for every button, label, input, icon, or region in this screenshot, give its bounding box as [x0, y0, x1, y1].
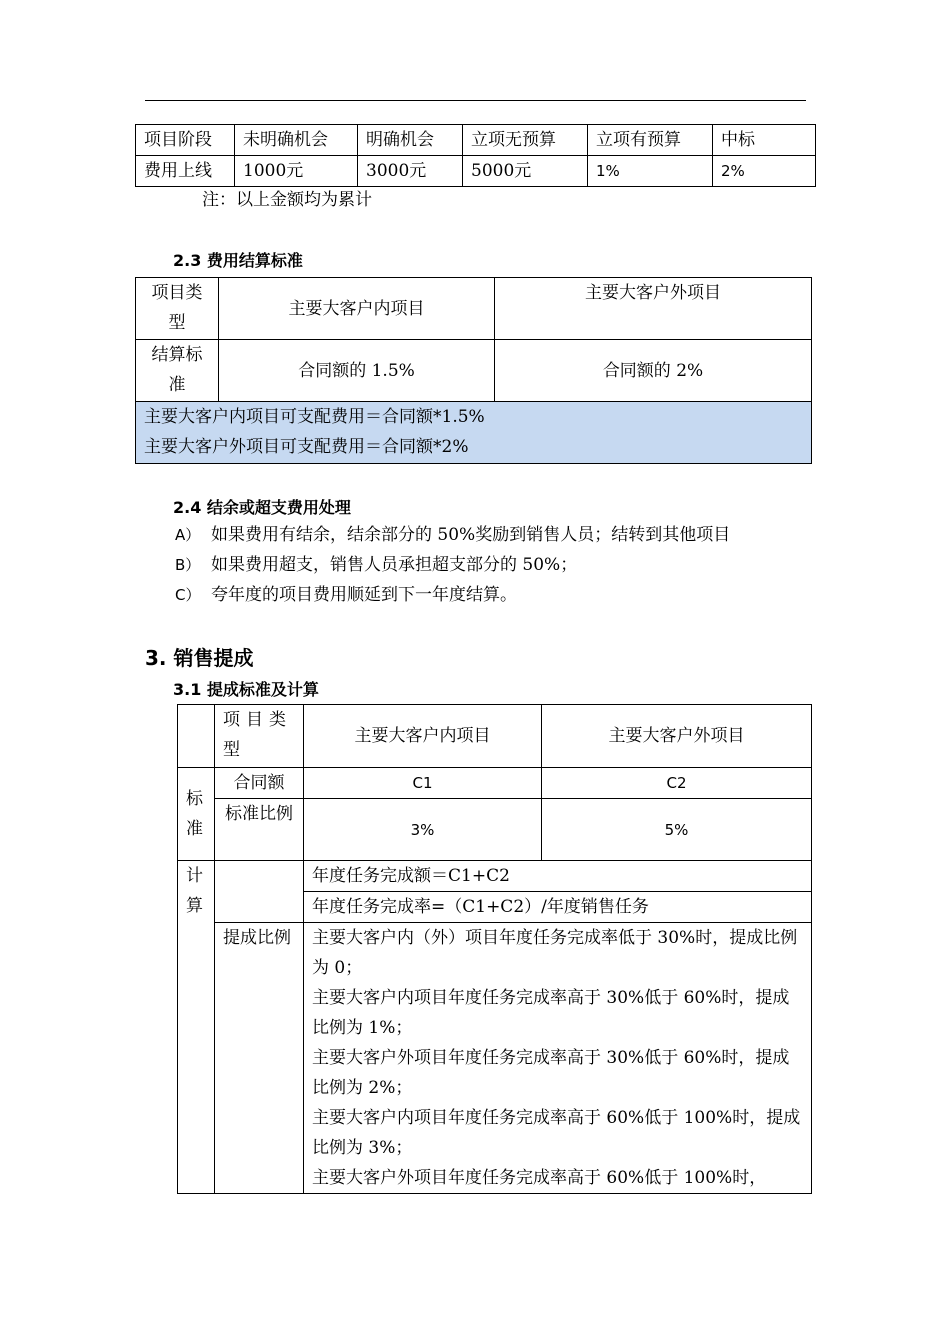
standard-label-cell: 标准 [178, 768, 215, 861]
inner-settlement-value: 合同额的 1.5% [219, 340, 495, 402]
list-text: 如果费用有结余，结余部分的 50%奖励到销售人员；结转到其他项目 [211, 525, 731, 545]
stage-header-cell: 中标 [713, 125, 816, 156]
type-label-cell: 项目类型 [215, 705, 304, 768]
calc-amount-cell: 年度任务完成额＝C1+C2 [304, 861, 812, 892]
stage-budget-table [135, 124, 816, 187]
stage-header-cell: 项目阶段 [136, 125, 235, 156]
section-3-title: 3. 销售提成 [145, 646, 254, 670]
commission-rule: 主要大客户内（外）项目年度任务完成率低于 30%时，提成比例为 0； [312, 928, 798, 978]
settlement-label-cell: 结算标准 [136, 340, 219, 402]
outer-ratio-cell: 5% [542, 799, 812, 861]
list-item [175, 580, 835, 610]
commission-rules-cell [304, 923, 812, 1194]
stage-header-cell: 立项无预算 [463, 125, 588, 156]
commission-rule: 主要大客户内项目年度任务完成率高于 30%低于 60%时，提成比例为 1%； [312, 988, 790, 1038]
inner-formula: 主要大客户内项目可支配费用＝合同额*1.5% [144, 407, 485, 427]
stage-header-cell: 未明确机会 [235, 125, 358, 156]
formula-cell [136, 402, 812, 464]
list-text: 如果费用超支，销售人员承担超支部分的 50%； [211, 555, 578, 575]
budget-value-cell: 2% [713, 156, 816, 187]
budget-value-cell: 5000元 [463, 156, 588, 187]
commission-label-cell: 提成比例 [215, 923, 304, 1194]
list-marker: A） [175, 526, 201, 544]
section-3-1-title: 3.1 提成标准及计算 [173, 680, 319, 699]
list-text: 夸年度的项目费用顺延到下一年度结算。 [211, 585, 517, 605]
inner-ratio-cell: 3% [304, 799, 542, 861]
inner-project-header: 主要大客户内项目 [219, 278, 495, 340]
budget-label-cell: 费用上线 [136, 156, 235, 187]
budget-value-cell: 3000元 [358, 156, 463, 187]
ratio-label-cell: 标准比例 [215, 799, 304, 861]
list-marker: C） [175, 586, 201, 604]
stage-header-cell: 立项有预算 [588, 125, 713, 156]
list-marker: B） [175, 556, 201, 574]
outer-project-header: 主要大客户外项目 [542, 705, 812, 768]
handling-list [175, 520, 835, 610]
budget-value-cell: 1000元 [235, 156, 358, 187]
c1-cell: C1 [304, 768, 542, 799]
section-2-4-title: 2.4 结余或超支费用处理 [173, 498, 351, 517]
cumulative-note: 注：以上金额均为累计 [202, 190, 372, 210]
commission-rule: 主要大客户内项目年度任务完成率高于 60%低于 100%时，提成比例为 3%； [312, 1108, 801, 1158]
blank-cell [215, 861, 304, 923]
calc-rate-cell: 年度任务完成率=（C1+C2）/年度销售任务 [304, 892, 812, 923]
settlement-table [135, 277, 812, 464]
commission-rule: 主要大客户外项目年度任务完成率高于 60%低于 100%时， [312, 1168, 767, 1188]
header-rule [145, 100, 806, 101]
type-label-cell: 项目类型 [136, 278, 219, 340]
commission-rule: 主要大客户外项目年度任务完成率高于 30%低于 60%时，提成比例为 2%； [312, 1048, 790, 1098]
calc-label-cell: 计算 [178, 861, 215, 1194]
stage-header-cell: 明确机会 [358, 125, 463, 156]
outer-project-header: 主要大客户外项目 [495, 278, 812, 340]
budget-value-cell: 1% [588, 156, 713, 187]
outer-settlement-value: 合同额的 2% [495, 340, 812, 402]
blank-cell [178, 705, 215, 768]
commission-table [177, 704, 812, 1194]
inner-project-header: 主要大客户内项目 [304, 705, 542, 768]
contract-label-cell: 合同额 [215, 768, 304, 799]
c2-cell: C2 [542, 768, 812, 799]
list-item [175, 520, 835, 550]
section-2-3-title: 2.3 费用结算标准 [173, 251, 303, 270]
list-item [175, 550, 835, 580]
outer-formula: 主要大客户外项目可支配费用＝合同额*2% [144, 437, 469, 457]
